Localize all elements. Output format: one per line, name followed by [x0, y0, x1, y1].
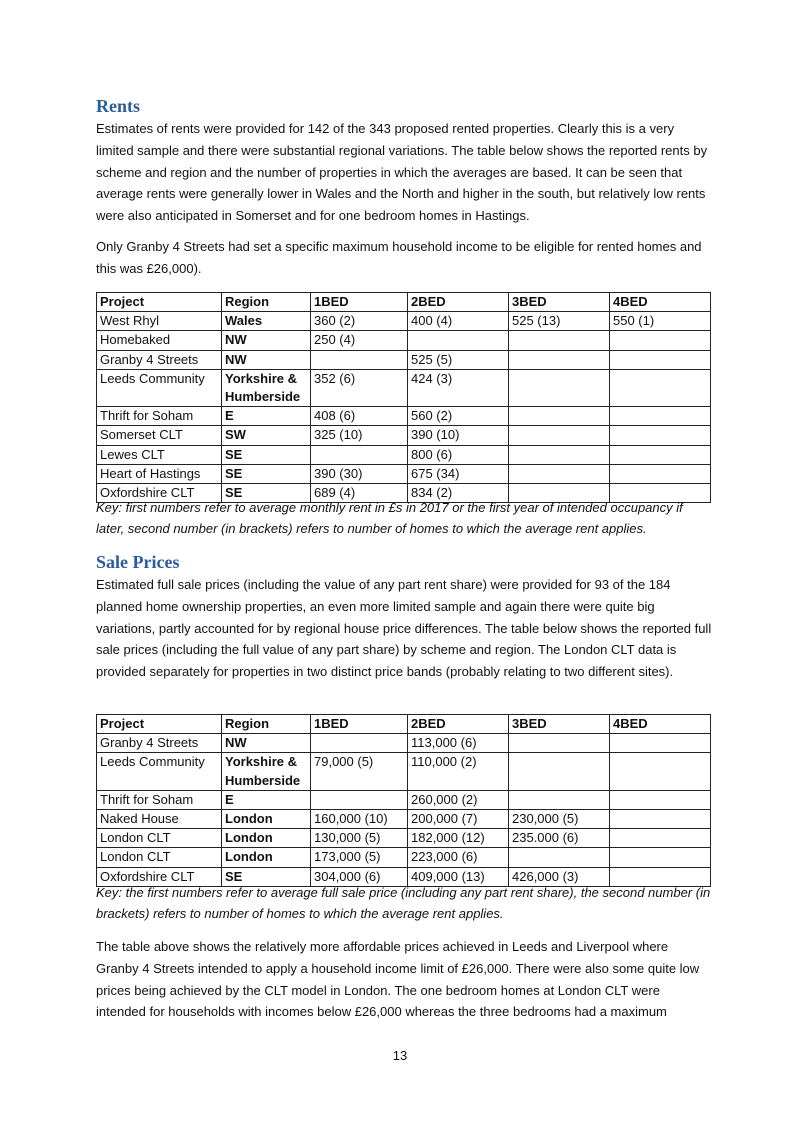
- value-cell: 400 (4): [408, 312, 509, 331]
- value-cell: [610, 445, 711, 464]
- value-cell: 426,000 (3): [509, 867, 610, 886]
- value-cell: [610, 464, 711, 483]
- region-cell: London: [222, 848, 311, 867]
- table-row: [97, 790, 711, 809]
- value-cell: 390 (30): [311, 464, 408, 483]
- value-cell: 525 (13): [509, 312, 610, 331]
- project-cell: Thrift for Soham: [97, 407, 222, 426]
- region-cell: NW: [222, 734, 311, 753]
- value-cell: [610, 790, 711, 809]
- value-cell: 325 (10): [311, 426, 408, 445]
- project-cell: Somerset CLT: [97, 426, 222, 445]
- table-row: [97, 331, 711, 350]
- value-cell: [509, 464, 610, 483]
- region-cell: SW: [222, 426, 311, 445]
- value-cell: [610, 810, 711, 829]
- value-cell: [509, 331, 610, 350]
- value-cell: [610, 829, 711, 848]
- value-cell: 304,000 (6): [311, 867, 408, 886]
- column-header: 4BED: [610, 293, 711, 312]
- rents-heading: Rents: [96, 96, 140, 116]
- column-header: Region: [222, 715, 311, 734]
- page-number: 13: [392, 1048, 408, 1063]
- project-cell: Leeds Community: [97, 753, 222, 790]
- value-cell: 408 (6): [311, 407, 408, 426]
- region-cell: SE: [222, 464, 311, 483]
- sale-prices-table: [96, 714, 711, 887]
- value-cell: [610, 407, 711, 426]
- value-cell: [610, 350, 711, 369]
- project-cell: Lewes CLT: [97, 445, 222, 464]
- rents-key: Key: first numbers refer to average monthly rent in £s in 2017 or the first year of intended occupancy if later, second number (in brackets) refers to number of homes to which the average rent applies.: [96, 500, 683, 536]
- region-cell: NW: [222, 331, 311, 350]
- table-row: [97, 407, 711, 426]
- region-cell: Yorkshire & Humberside: [222, 369, 311, 406]
- value-cell: [509, 445, 610, 464]
- value-cell: [311, 350, 408, 369]
- project-cell: Homebaked: [97, 331, 222, 350]
- column-header: 3BED: [509, 293, 610, 312]
- value-cell: 260,000 (2): [408, 790, 509, 809]
- value-cell: 390 (10): [408, 426, 509, 445]
- value-cell: [509, 753, 610, 790]
- table-row: [97, 464, 711, 483]
- column-header: Project: [97, 293, 222, 312]
- value-cell: [311, 445, 408, 464]
- project-cell: London CLT: [97, 829, 222, 848]
- value-cell: [408, 331, 509, 350]
- table-row: [97, 369, 711, 406]
- table-header-row: [97, 715, 711, 734]
- value-cell: 834 (2): [408, 484, 509, 503]
- project-cell: London CLT: [97, 848, 222, 867]
- value-cell: [311, 790, 408, 809]
- region-cell: London: [222, 810, 311, 829]
- sale-prices-paragraph-2: The table above shows the relatively more affordable prices achieved in Leeds and Liverpool where Granby 4 Streets intended to apply a household income limit of £26,000. There were also some quite low prices being achieved by the CLT model in London. The one bedroom homes at London CLT were intended for households with incomes below £26,000 whereas the three bedrooms had a maximum: [96, 939, 700, 1020]
- value-cell: 160,000 (10): [311, 810, 408, 829]
- value-cell: 250 (4): [311, 331, 408, 350]
- value-cell: 79,000 (5): [311, 753, 408, 790]
- value-cell: [610, 848, 711, 867]
- value-cell: [610, 753, 711, 790]
- table-header-row: [97, 293, 711, 312]
- value-cell: [509, 426, 610, 445]
- region-cell: E: [222, 790, 311, 809]
- table-row: [97, 312, 711, 331]
- value-cell: 352 (6): [311, 369, 408, 406]
- value-cell: 424 (3): [408, 369, 509, 406]
- project-cell: Granby 4 Streets: [97, 734, 222, 753]
- rents-paragraph-2: Only Granby 4 Streets had set a specific maximum household income to be eligible for rented homes and this was £26,000).: [96, 239, 702, 276]
- table-row: [97, 829, 711, 848]
- project-cell: West Rhyl: [97, 312, 222, 331]
- value-cell: 230,000 (5): [509, 810, 610, 829]
- region-cell: E: [222, 407, 311, 426]
- value-cell: [509, 848, 610, 867]
- table-row: [97, 350, 711, 369]
- value-cell: 550 (1): [610, 312, 711, 331]
- value-cell: [509, 407, 610, 426]
- table-row: [97, 848, 711, 867]
- value-cell: 173,000 (5): [311, 848, 408, 867]
- value-cell: [509, 350, 610, 369]
- value-cell: 200,000 (7): [408, 810, 509, 829]
- project-cell: Oxfordshire CLT: [97, 484, 222, 503]
- column-header: 2BED: [408, 715, 509, 734]
- column-header: Project: [97, 715, 222, 734]
- sale-prices-heading: Sale Prices: [96, 552, 180, 572]
- value-cell: 360 (2): [311, 312, 408, 331]
- region-cell: SE: [222, 445, 311, 464]
- column-header: 4BED: [610, 715, 711, 734]
- project-cell: Oxfordshire CLT: [97, 867, 222, 886]
- column-header: 3BED: [509, 715, 610, 734]
- region-cell: SE: [222, 484, 311, 503]
- column-header: 1BED: [311, 715, 408, 734]
- sale-prices-paragraph-1: Estimated full sale prices (including the value of any part rent share) were provided for 93 of the 184 planned home ownership properties, an even more limited sample and again there were quite big variations, partly accounted for by regional house price differences. The table below shows the reported full sale prices (including the full value of any part share) by scheme and region. The London CLT data is provided separately for properties in two distinct price bands (probably relating to two different sites).: [96, 577, 712, 680]
- rents-paragraph-1: Estimates of rents were provided for 142 of the 343 proposed rented properties. Clearly this is a very limited sample and there were substantial regional variations. The table below shows the reported rents by scheme and region and the number of properties in which the averages are based. It can be seen that average rents were generally lower in Wales and the North and higher in the south, but relatively low rents were also anticipated in Somerset and for one bedroom homes in Hastings.: [96, 121, 708, 224]
- sale-prices-key: Key: the first numbers refer to average full sale price (including any part rent share), the second number (in brackets) refers to number of homes to which the average rent applies.: [96, 885, 711, 921]
- value-cell: [509, 369, 610, 406]
- value-cell: [509, 790, 610, 809]
- value-cell: 130,000 (5): [311, 829, 408, 848]
- value-cell: 182,000 (12): [408, 829, 509, 848]
- project-cell: Thrift for Soham: [97, 790, 222, 809]
- value-cell: 235.000 (6): [509, 829, 610, 848]
- value-cell: 800 (6): [408, 445, 509, 464]
- value-cell: 560 (2): [408, 407, 509, 426]
- value-cell: [610, 331, 711, 350]
- value-cell: 689 (4): [311, 484, 408, 503]
- table-row: [97, 810, 711, 829]
- project-cell: Heart of Hastings: [97, 464, 222, 483]
- table-row: [97, 734, 711, 753]
- value-cell: 409,000 (13): [408, 867, 509, 886]
- value-cell: [311, 734, 408, 753]
- value-cell: 223,000 (6): [408, 848, 509, 867]
- value-cell: 525 (5): [408, 350, 509, 369]
- value-cell: 110,000 (2): [408, 753, 509, 790]
- value-cell: [509, 734, 610, 753]
- region-cell: London: [222, 829, 311, 848]
- project-cell: Naked House: [97, 810, 222, 829]
- value-cell: 113,000 (6): [408, 734, 509, 753]
- value-cell: [610, 369, 711, 406]
- column-header: 1BED: [311, 293, 408, 312]
- value-cell: [610, 734, 711, 753]
- region-cell: Wales: [222, 312, 311, 331]
- project-cell: Leeds Community: [97, 369, 222, 406]
- table-row: [97, 445, 711, 464]
- rents-table: [96, 292, 711, 503]
- value-cell: [610, 426, 711, 445]
- column-header: 2BED: [408, 293, 509, 312]
- region-cell: SE: [222, 867, 311, 886]
- region-cell: Yorkshire & Humberside: [222, 753, 311, 790]
- project-cell: Granby 4 Streets: [97, 350, 222, 369]
- value-cell: 675 (34): [408, 464, 509, 483]
- table-row: [97, 753, 711, 790]
- table-row: [97, 426, 711, 445]
- region-cell: NW: [222, 350, 311, 369]
- column-header: Region: [222, 293, 311, 312]
